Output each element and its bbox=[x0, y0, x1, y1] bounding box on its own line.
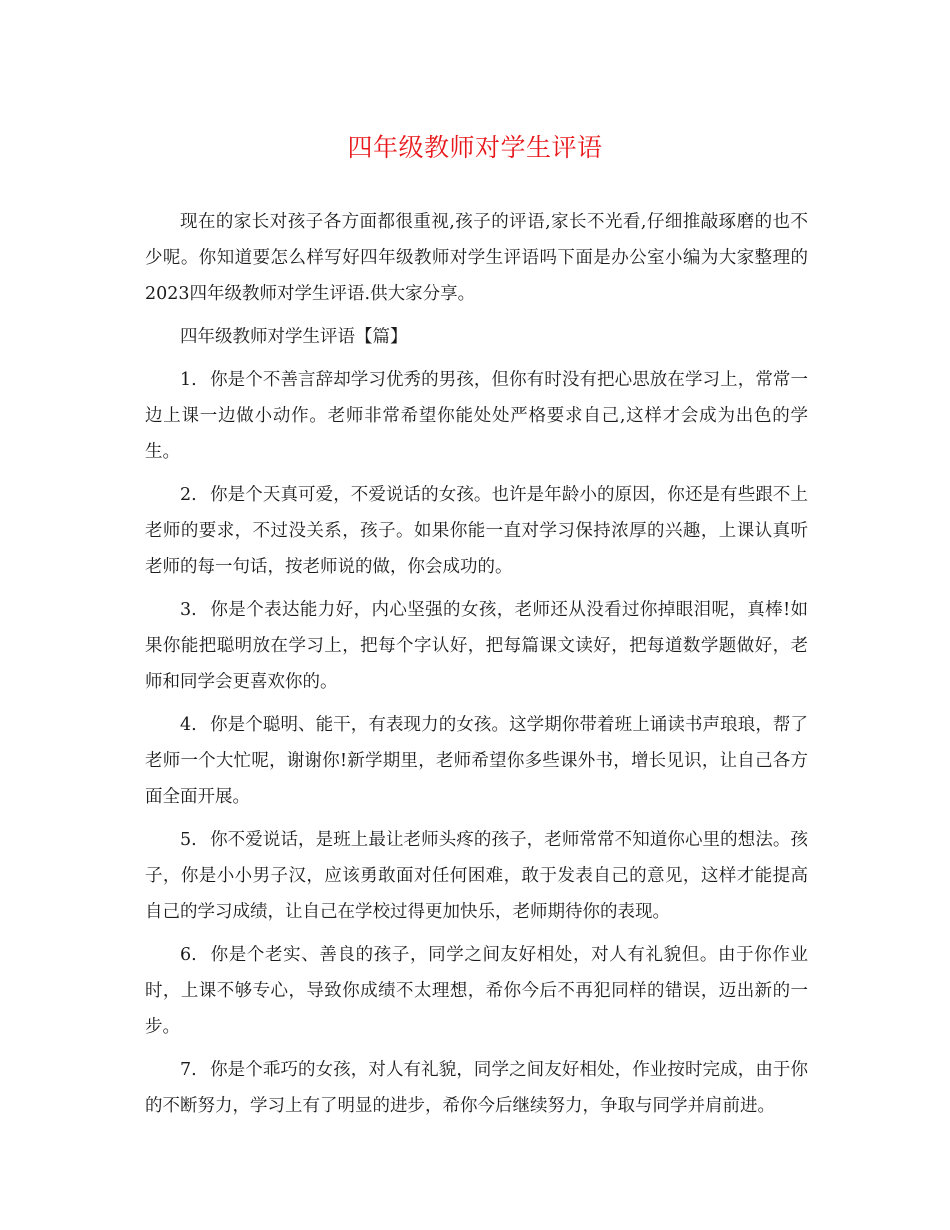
comment-text: 你不爱说话，是班上最让老师头疼的孩子，老师常常不知道你心里的想法。孩子，你是小小男子汉，应该勇敢面对任何困难，敢于发表自己的意见，这样才能提高自己的学习成绩，让自己在学校过得更加快乐，老师期待你的表现。 bbox=[145, 830, 808, 922]
comment-item-2 bbox=[145, 477, 808, 585]
comment-text: 你是个聪明、能干，有表现力的女孩。这学期你带着班上诵读书声琅琅，帮了老师一个大忙呢，谢谢你!新学期里，老师希望你多些课外书，增长见识，让自己各方面全面开展。 bbox=[145, 715, 808, 807]
section-heading: 四年级教师对学生评语【篇】 bbox=[180, 327, 408, 347]
comment-text: 你是个不善言辞却学习优秀的男孩，但你有时没有把心思放在学习上，常常一边上课一边做小动作。老师非常希望你能处处严格要求自己,这样才会成为出色的学生。 bbox=[145, 370, 808, 462]
comment-number: 1. bbox=[180, 370, 197, 390]
comment-text: 你是个老实、善良的孩子，同学之间友好相处，对人有礼貌但。由于你作业时，上课不够专心，导致你成绩不太理想，希你今后不再犯同样的错误，迈出新的一步。 bbox=[145, 945, 808, 1037]
comment-item-6 bbox=[145, 937, 808, 1045]
comment-text: 你是个表达能力好，内心坚强的女孩，老师还从没看过你掉眼泪呢，真棒!如果你能把聪明放在学习上，把每个字认好，把每篇课文读好，把每道数学题做好，老师和同学会更喜欢你的。 bbox=[145, 600, 808, 692]
comment-number: 3. bbox=[180, 600, 197, 620]
comment-item-3 bbox=[145, 592, 808, 700]
comment-item-4 bbox=[145, 707, 808, 815]
document-title: 四年级教师对学生评语 bbox=[347, 133, 603, 162]
comment-number: 7. bbox=[180, 1060, 197, 1080]
comment-text: 你是个乖巧的女孩，对人有礼貌，同学之间友好相处，作业按时完成，由于你的不断努力，学习上有了明显的进步，希你今后继续努力，争取与同学并肩前进。 bbox=[145, 1060, 808, 1116]
document-body bbox=[145, 204, 808, 1131]
comment-number: 4. bbox=[180, 715, 197, 735]
comment-number: 6. bbox=[180, 945, 197, 965]
comment-number: 2. bbox=[180, 485, 197, 505]
intro-paragraph: 现在的家长对孩子各方面都很重视,孩子的评语,家长不光看,仔细推敲琢磨的也不少呢。你知道要怎么样写好四年级教师对学生评语吗下面是办公室小编为大家整理的2023四年级教师对学生评语.供大家分享。 bbox=[145, 212, 808, 304]
comment-item-7 bbox=[145, 1052, 808, 1124]
comment-text: 你是个天真可爱，不爱说话的女孩。也许是年龄小的原因，你还是有些跟不上老师的要求，不过没关系，孩子。如果你能一直对学习保持浓厚的兴趣，上课认真听老师的每一句话，按老师说的做，你会成功的。 bbox=[145, 485, 808, 577]
comment-item-5 bbox=[145, 822, 808, 930]
comment-number: 5. bbox=[180, 830, 197, 850]
comment-item-1 bbox=[145, 362, 808, 470]
